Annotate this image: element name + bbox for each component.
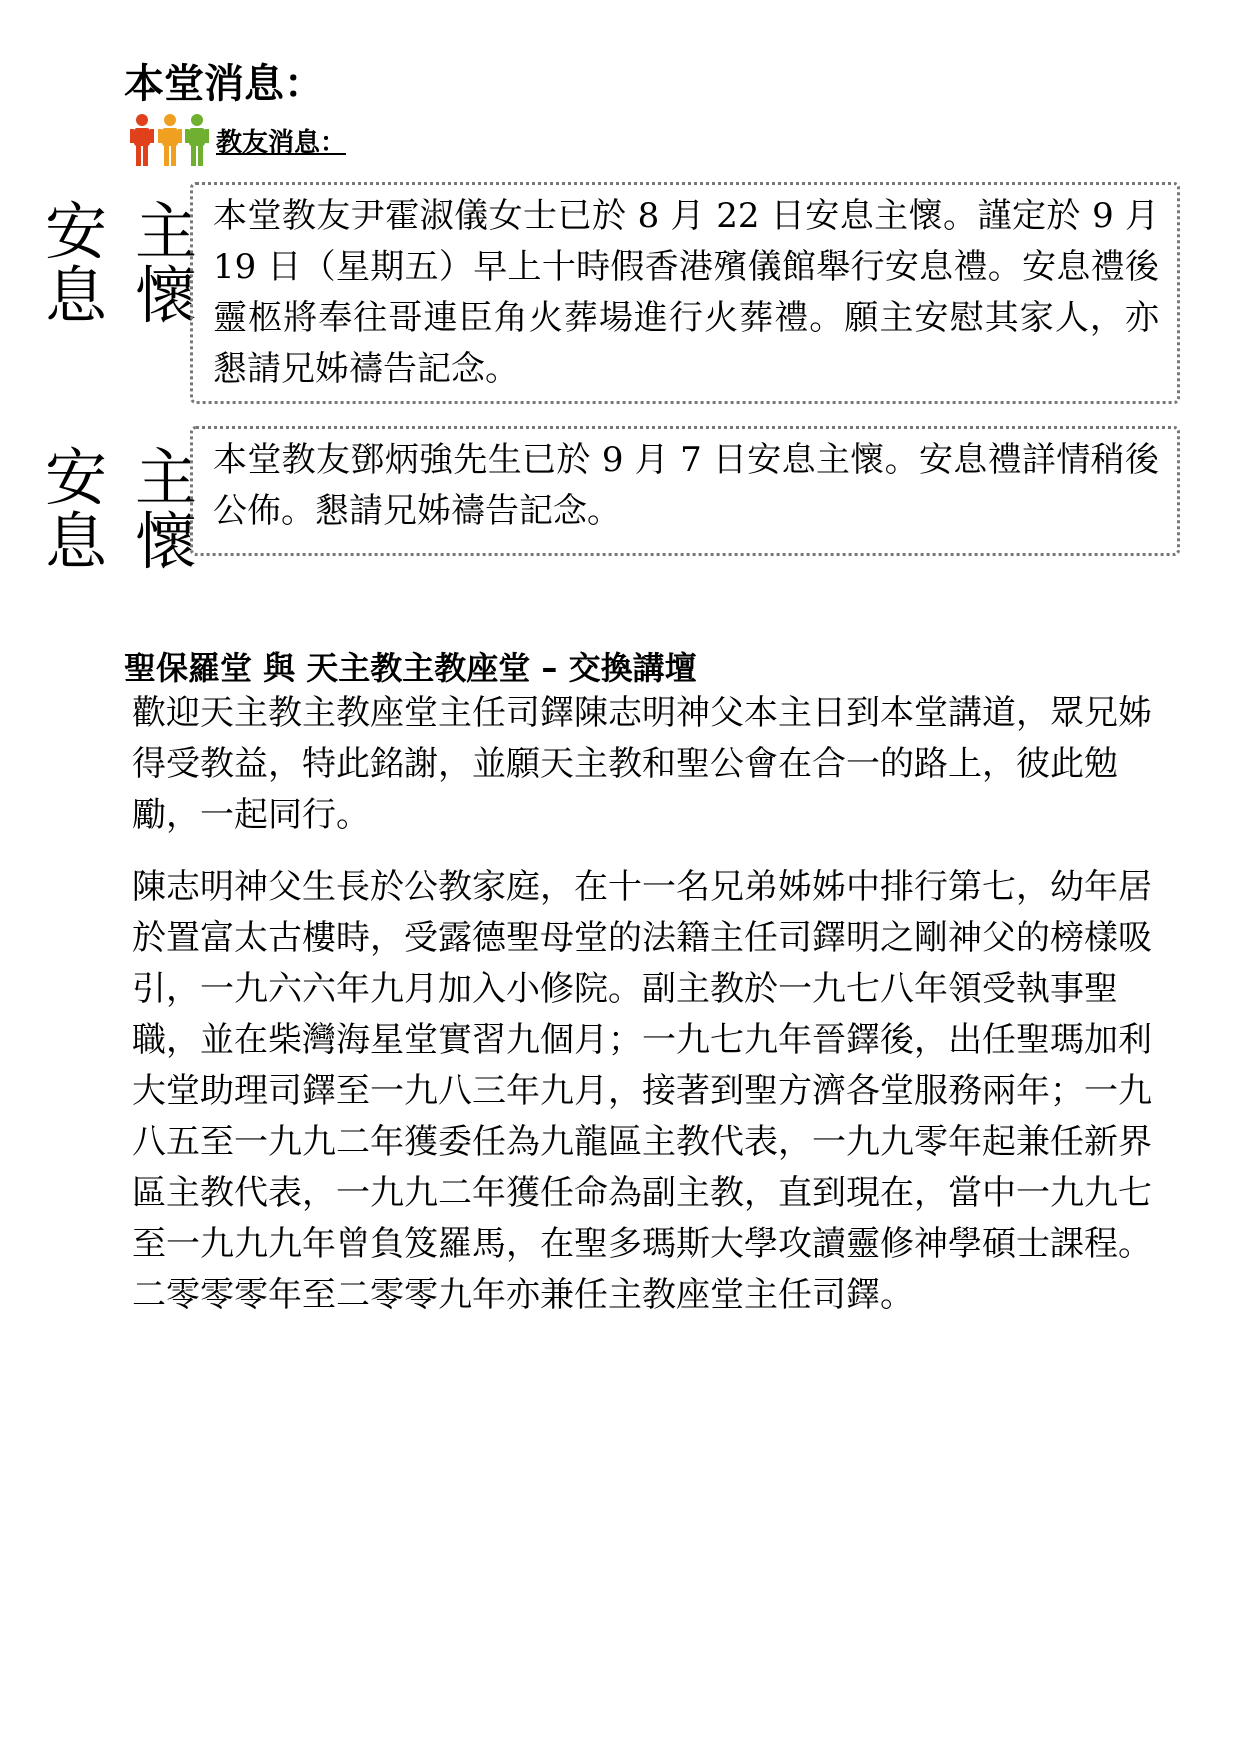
members-news-heading: 教友消息： xyxy=(216,127,347,158)
section-title: 聖保羅堂 與 天主教主教座堂 – 交換講壇 xyxy=(124,649,697,687)
notice-label-rest-in-peace: 主 懷 安 息 xyxy=(44,195,197,332)
exchange-paragraph-2: 陳志明神父生長於公教家庭，在十一名兄弟姊姊中排行第七，幼年居於置富太古樓時，受露德聖母堂的法籍主任司鐸明之剛神父的榜樣吸引，一九六六年九月加入小修院。副主教於一九七八年領受執事聖職，並在柴灣海星堂實習九個月；一九七九年晉鐸後，出任聖瑪加利大堂助理司鐸至一九八三年九月，接著到聖方濟各堂服務兩年；一九八五至一九九二年獲委任為九龍區主教代表，一九九零年起兼任新界區主教代表，一九九二年獲任命為副主教，直到現在，當中一九九七至一九九九年曾負笈羅馬，在聖多瑪斯大學攻讀靈修神學碩士課程。二零零零年至二零零九年亦兼任主教座堂主任司鐸。 xyxy=(132,867,1152,1315)
obituary-notice-text: 本堂教友鄧炳強先生已於 9 月 7 日安息主懷。安息禮詳情稍後公佈。懇請兄姊禱告記念。 xyxy=(213,440,1159,531)
obituary-notice-box xyxy=(190,426,1180,556)
obituary-notice-text: 本堂教友尹霍淑儀女士已於 8 月 22 日安息主懷。謹定於 9 月 19 日（星期五）早上十時假香港殯儀館舉行安息禮。安息禮後靈柩將奉往哥連臣角火葬場進行火葬禮。願主安慰其家人，亦懇請兄姊禱告記念。 xyxy=(213,196,1159,389)
members-news-header xyxy=(130,112,346,168)
obituary-notice-box xyxy=(190,182,1180,404)
exchange-paragraph-1: 歡迎天主教主教座堂主任司鐸陳志明神父本主日到本堂講道，眾兄姊得受教益，特此銘謝，並願天主教和聖公會在合一的路上，彼此勉勵，一起同行。 xyxy=(132,693,1152,835)
people-icon xyxy=(130,112,210,168)
notice-label-rest-in-peace: 主 懷 安 息 xyxy=(44,441,197,578)
page-title: 本堂消息： xyxy=(124,61,324,107)
